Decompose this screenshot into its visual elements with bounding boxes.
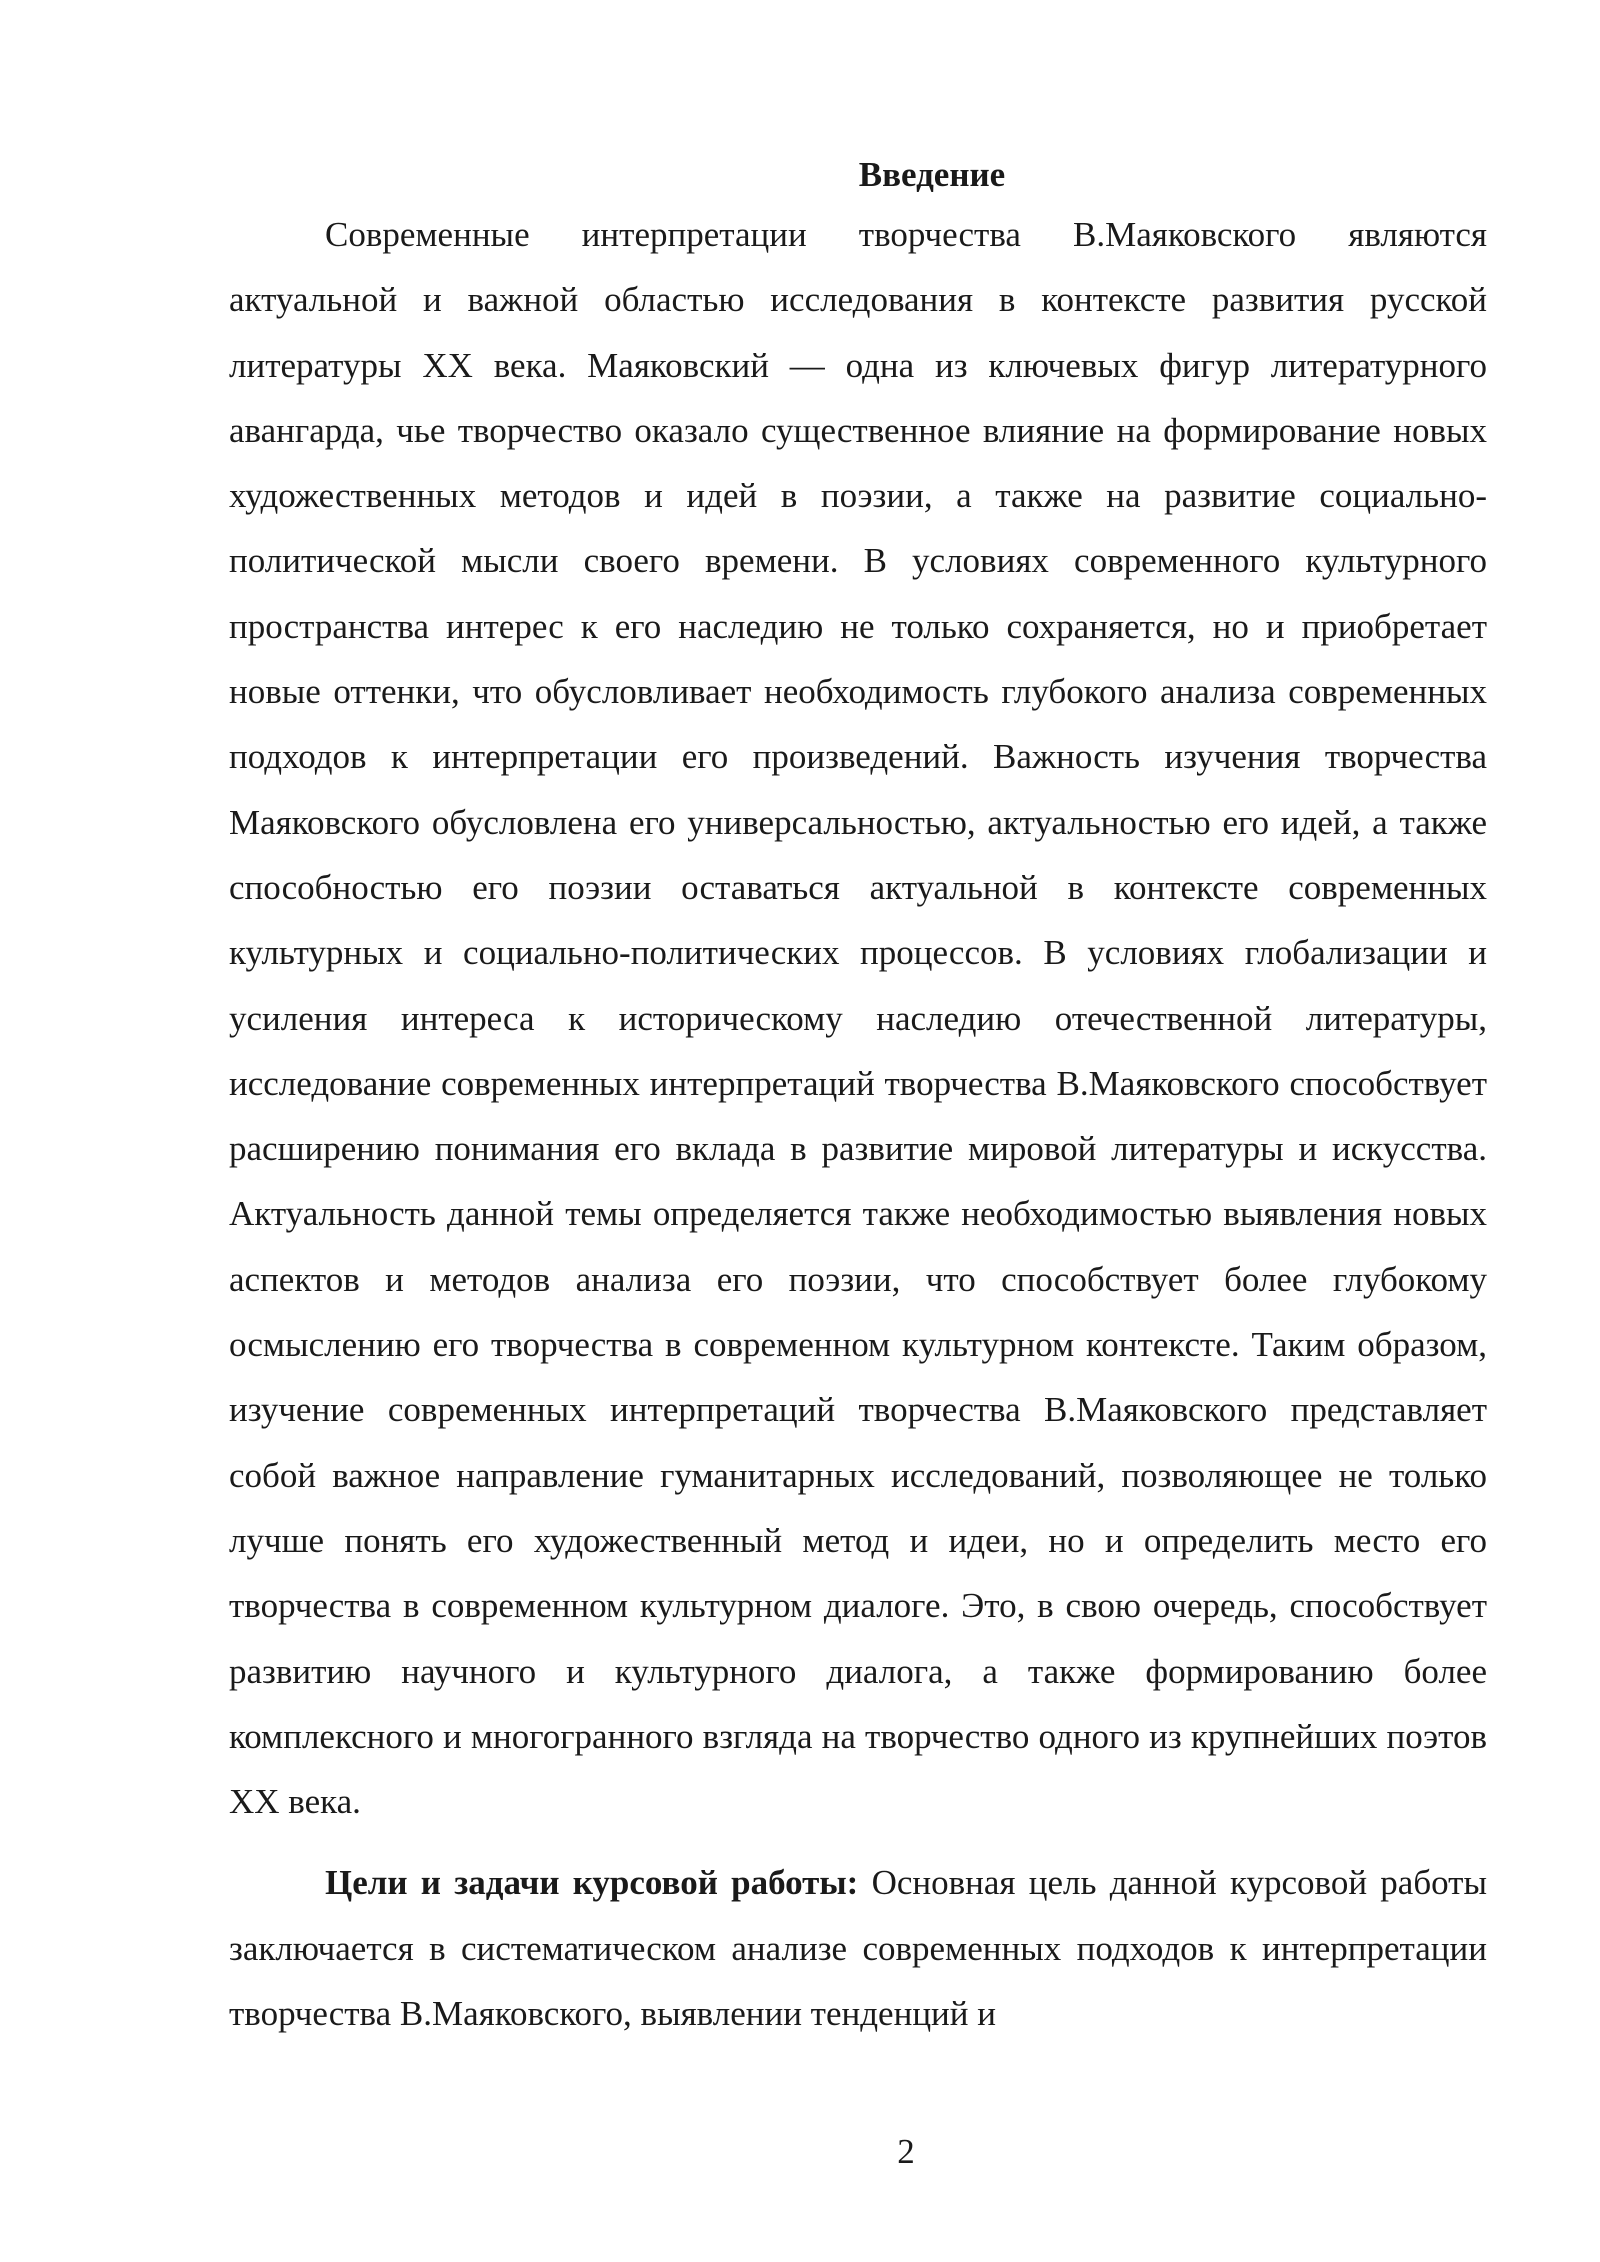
page-body [229, 150, 1487, 2046]
section-heading: Введение [858, 155, 1006, 194]
goals-paragraph [229, 1850, 1487, 2046]
page-number: 2 [897, 2132, 915, 2171]
goals-label: Цели и задачи курсовой работы: [325, 1863, 859, 1903]
goals-text: Основная цель данной курсовой работы заключается в систематическом анализе современных подходов к интерпретации творчества В.Маяковского, выявлении тенденций и [229, 1863, 1487, 2034]
intro-paragraph: Современные интерпретации творчества В.Маяковского являются актуальной и важной областью исследования в контексте развития русской литературы XX века. Маяковский — одна из ключевых фигур литературного авангарда, чье творчество оказало существенное влияние на формирование новых художественных методов и идей в поэзии, а также на развитие социально-политической мысли своего времени. В условиях современного культурного пространства интерес к его наследию не только сохраняется, но и приобретает новые оттенки, что обусловливает необходимость глубокого анализа современных подходов к интерпретации его произведений. Важность изучения творчества Маяковского обусловлена его универсальностью, актуальностью его идей, а также способностью его поэзии оставаться актуальной в контексте современных культурных и социально-политических процессов. В условиях глобализации и усиления интереса к историческому наследию отечественной литературы, исследование современных интерпретаций творчества В.Маяковского способствует расширению понимания его вклада в развитие мировой литературы и искусства. Актуальность данной темы определяется также необходимостью выявления новых аспектов и методов анализа его поэзии, что способствует более глубокому осмыслению его творчества в современном культурном контексте. Таким образом, изучение современных интерпретаций творчества В.Маяковского представляет собой важное направление гуманитарных исследований, позволяющее не только лучше понять его художественный метод и идеи, но и определить место его творчества в современном культурном диалоге. Это, в свою очередь, способствует развитию научного и культурного диалога, а также формированию более комплексного и многогранного взгляда на творчество одного из крупнейших поэтов XX века. [229, 215, 1487, 1822]
